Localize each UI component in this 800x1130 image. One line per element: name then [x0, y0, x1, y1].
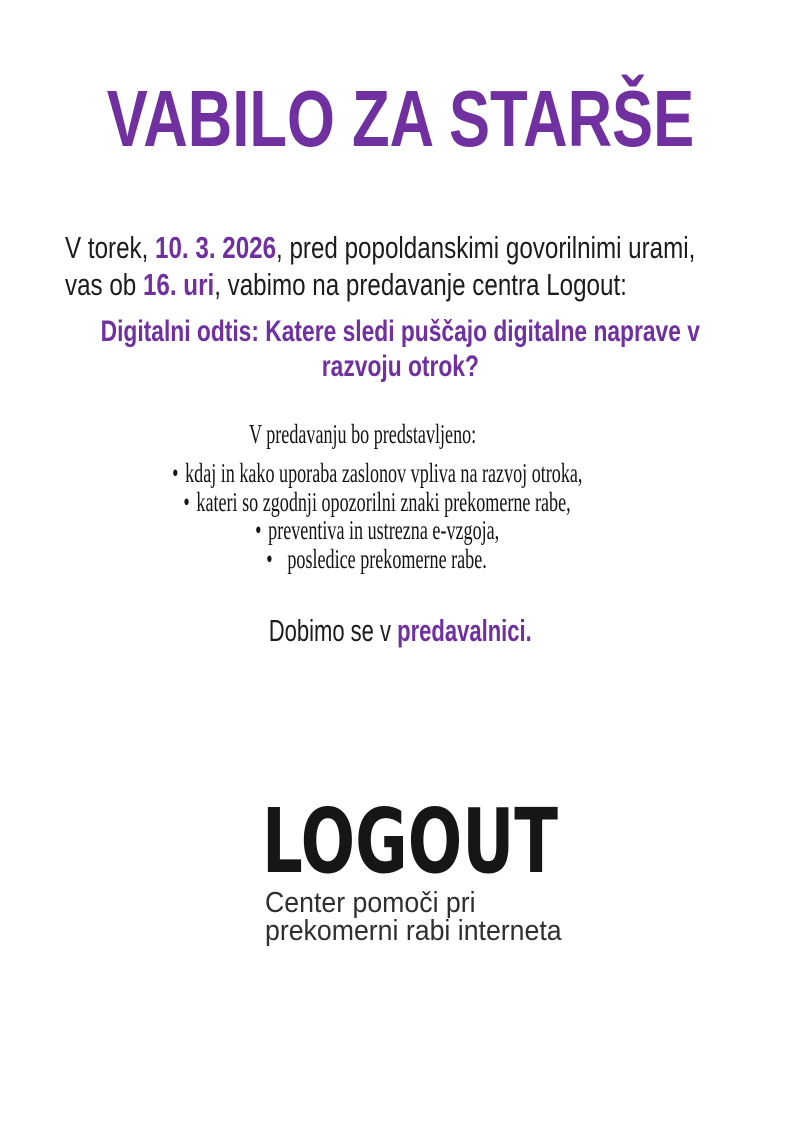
logo-tagline	[265, 889, 587, 945]
list-item-text: posledice prekomerne rabe.	[287, 543, 488, 574]
closing-text: Dobimo se v	[268, 613, 397, 648]
page-title	[0, 74, 800, 163]
list-item	[0, 488, 754, 517]
list-item	[0, 545, 754, 574]
bullet-icon: •	[183, 486, 190, 517]
intro-text: , vabimo na predavanje centra Logout:	[214, 267, 627, 302]
intro-text: V torek,	[65, 230, 156, 265]
logo-tagline-line-1: Center pomoči pri	[265, 887, 476, 919]
bullet-icon: •	[266, 543, 274, 574]
list-item-text: preventiva in ustrezna e-vzgoja,	[267, 515, 500, 545]
closing-line	[0, 612, 800, 649]
intro-paragraph	[65, 229, 800, 303]
intro-text: vas ob	[65, 267, 143, 302]
intro-line-1	[65, 229, 800, 266]
lecture-bullet-list	[0, 459, 754, 573]
event-time: 16. uri	[142, 267, 215, 302]
page-title-text: VABILO ZA STARŠE	[106, 74, 694, 163]
bullet-icon: •	[171, 458, 179, 488]
lecture-topic-line-1: Digitalni odtis: Katere sledi puščajo digitalne naprave v	[100, 315, 700, 348]
bullet-icon: •	[254, 515, 262, 545]
logo-tagline-line-2: prekomerni rabi interneta	[265, 915, 562, 947]
intro-text: , pred popoldanskimi govorilnimi urami,	[276, 230, 696, 265]
location-highlight: predavalnici.	[396, 613, 532, 648]
list-item	[0, 516, 754, 545]
list-item-text: kdaj in kako uporaba zaslonov vpliva na razvoj otroka,	[184, 458, 583, 488]
intro-line-2	[65, 266, 800, 303]
event-date: 10. 3. 2026	[155, 230, 277, 265]
logout-wordmark-text: LOGOUT	[262, 789, 559, 893]
list-item	[0, 459, 754, 488]
logout-logo	[261, 789, 562, 947]
lecture-topic	[0, 314, 800, 384]
lecture-topic-line-2: razvoju otrok?	[321, 350, 479, 383]
list-item-text: kateri so zgodnji opozorilni znaki prekomerne rabe,	[196, 486, 571, 517]
logout-wordmark	[261, 789, 561, 893]
lecture-intro-heading: V predavanju bo predstavljeno:	[249, 419, 477, 449]
